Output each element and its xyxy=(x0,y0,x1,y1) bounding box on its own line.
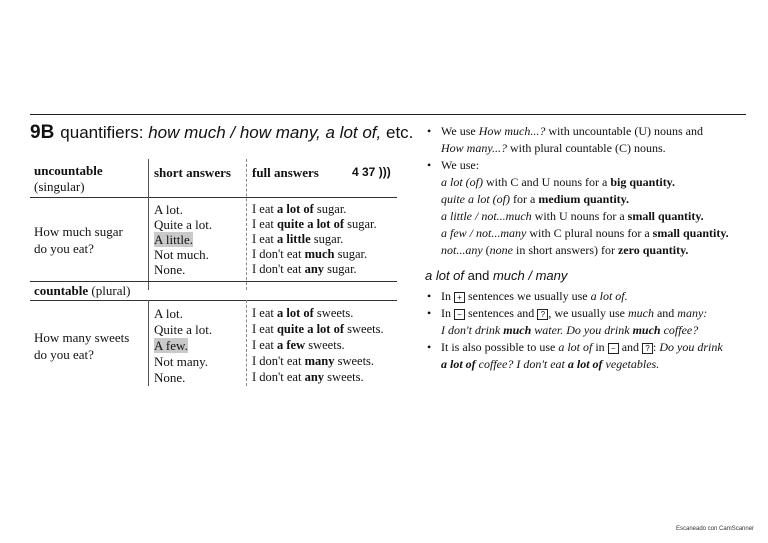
header-uncountable: uncountable xyxy=(34,163,103,178)
short-c-2: Quite a lot. xyxy=(154,322,213,337)
short-u-5: None. xyxy=(154,262,186,277)
countable-q1: How many sweets xyxy=(34,330,130,345)
use-line-3: a little / not...much with U nouns for a small quantity. xyxy=(441,209,704,223)
short-c-3 xyxy=(154,338,188,353)
full-c-2: I eat quite a lot of sweets. xyxy=(252,322,384,336)
use-line-1: a lot (of) with C and U nouns for a big quantity. xyxy=(441,175,676,189)
short-u-3 xyxy=(154,232,193,247)
section-title xyxy=(30,122,413,144)
note-we-use: • We use: xyxy=(425,157,755,174)
minus-box-icon-2: − xyxy=(608,343,619,354)
short-c-3-text: A few. xyxy=(154,338,188,353)
title-suffix: etc. xyxy=(381,123,414,142)
full-u-5: I don't eat any sugar. xyxy=(252,262,357,276)
note-negative-question: • In − sentences and ? , we usually use much and many: I don't drink much water. Do you drink much coffee? xyxy=(425,305,755,339)
top-rule xyxy=(30,114,746,115)
short-u-1: A lot. xyxy=(154,202,183,217)
full-c-1: I eat a lot of sweets. xyxy=(252,306,354,320)
mid-divider-2 xyxy=(30,300,397,301)
header-singular: (singular) xyxy=(34,179,85,194)
plus-box-icon: + xyxy=(454,292,465,303)
countable-q2: do you eat? xyxy=(34,347,94,362)
short-c-4: Not many. xyxy=(154,354,209,369)
countable-paren: (plural) xyxy=(91,283,131,298)
full-c-5: I don't eat any sweets. xyxy=(252,370,364,384)
section-number: 9B xyxy=(30,122,55,143)
use-line-5: not...any (none in short answers) for zero quantity. xyxy=(441,243,689,257)
use-line-4: a few / not...many with C plural nouns for a small quantity. xyxy=(441,226,729,240)
col-divider-1 xyxy=(148,159,149,290)
header-full-answers: full answers xyxy=(252,165,319,180)
full-u-4: I don't eat much sugar. xyxy=(252,247,368,261)
grammar-notes xyxy=(425,123,755,373)
full-u-1: I eat a lot of sugar. xyxy=(252,202,347,216)
countable-heading xyxy=(34,283,130,299)
short-u-4: Not much. xyxy=(154,247,209,262)
mid-divider-1 xyxy=(30,281,397,282)
short-u-3-text: A little. xyxy=(154,232,193,247)
minus-box-icon: − xyxy=(454,309,465,320)
col-divider-3 xyxy=(148,300,149,386)
audio-track-label: 4 37 xyxy=(352,165,376,179)
full-u-3: I eat a little sugar. xyxy=(252,232,344,246)
full-c-4: I don't eat many sweets. xyxy=(252,354,375,368)
short-c-5: None. xyxy=(154,370,186,385)
countable-question xyxy=(34,329,129,363)
note-how-much: • We use How much...? with uncountable (U) nouns and How many...? with plural countable (C) nouns. xyxy=(425,123,755,157)
subheading-a-lot-of: a lot of and much / many xyxy=(425,268,568,283)
note-also-possible: • It is also possible to use a lot of in − and ? : Do you drink a lot of coffee? I don't eat a lot of vegetables. xyxy=(425,339,755,373)
title-prefix: quantifiers: xyxy=(60,123,149,142)
full-c-3: I eat a few sweets. xyxy=(252,338,345,352)
uncountable-question xyxy=(34,223,123,257)
speaker-icon: ))) xyxy=(378,165,391,179)
full-u-2: I eat quite a lot of sugar. xyxy=(252,217,377,231)
short-c-1: A lot. xyxy=(154,306,183,321)
use-line-2: quite a lot (of) for a medium quantity. xyxy=(441,192,630,206)
header-short-answers: short answers xyxy=(154,165,231,180)
col-divider-4 xyxy=(246,300,247,386)
note-positive: • In + sentences we usually use a lot of. xyxy=(425,288,755,305)
col-divider-2 xyxy=(246,159,247,290)
uncountable-q1: How much sugar xyxy=(34,224,123,239)
header-divider xyxy=(30,197,397,198)
scanner-watermark: Escaneado con CamScanner xyxy=(676,526,755,532)
question-box-icon-2: ? xyxy=(642,343,653,354)
uncountable-q2: do you eat? xyxy=(34,241,94,256)
question-box-icon: ? xyxy=(537,309,548,320)
short-u-2: Quite a lot. xyxy=(154,217,213,232)
countable-label: countable xyxy=(34,283,89,298)
audio-track[interactable] xyxy=(352,165,391,179)
title-italic: how much / how many, a lot of, xyxy=(148,123,382,142)
